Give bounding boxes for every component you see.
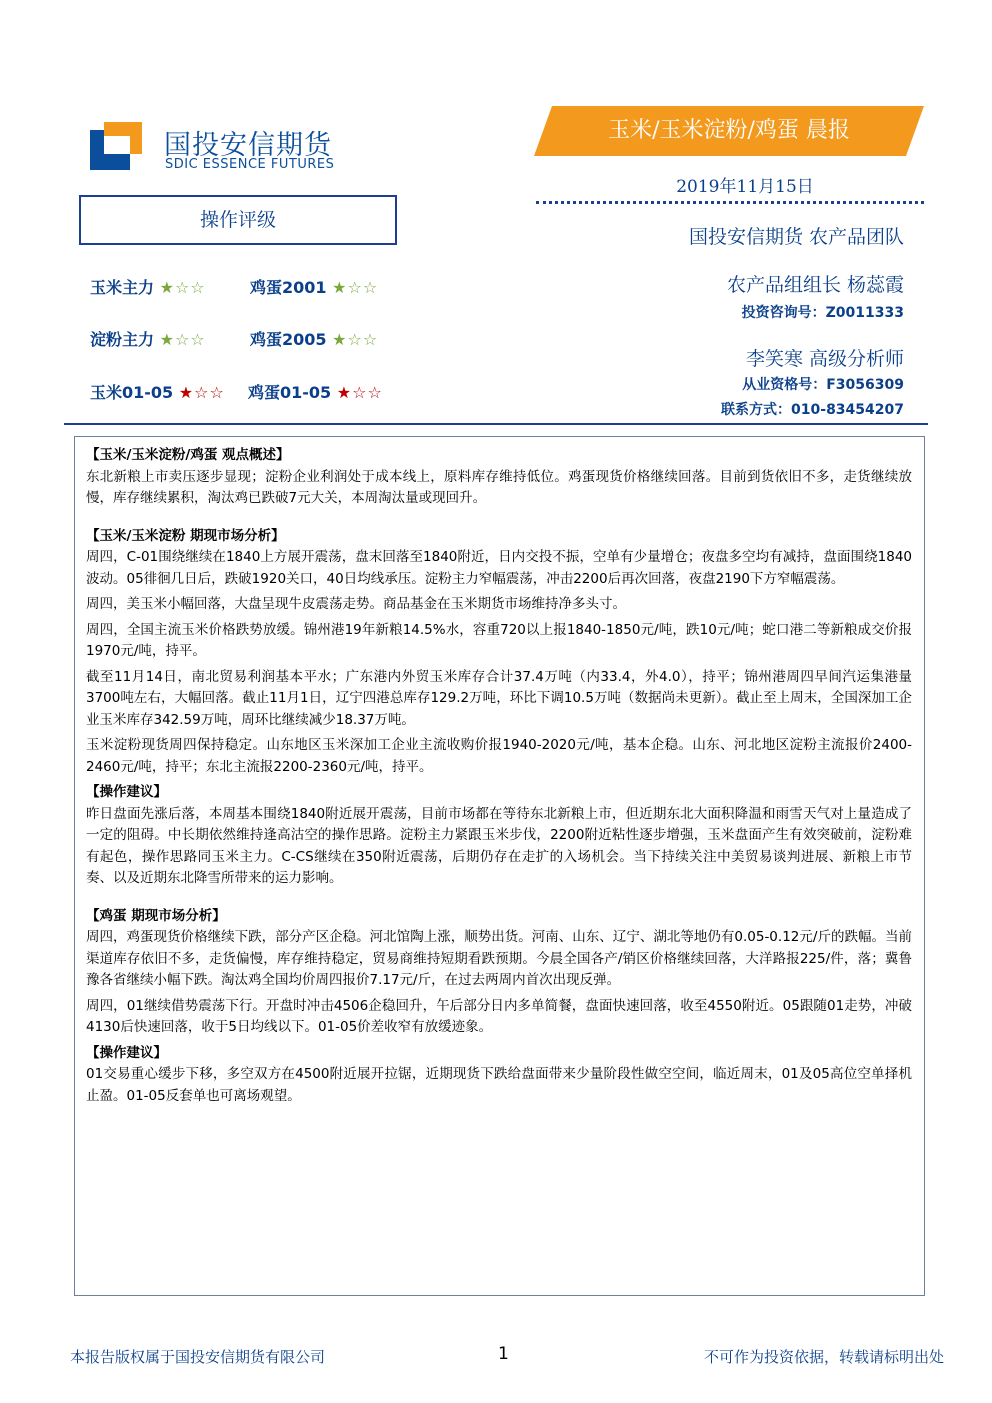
section-heading: 【鸡蛋 期现市场分析】 — [86, 907, 226, 924]
paragraph: 周四，C-01围绕继续在1840上方展开震荡，盘末回落至1840附近，日内交投不振，空单有少量增仓；夜盘多空均有减持，盘面围绕1840波动。05徘徊几日后，跌破1920关口，40日均线承压。淀粉主力窄幅震荡，冲击2200后再次回落，夜盘2190下方窄幅震荡。 — [86, 549, 912, 587]
star-rating-icon: ★☆☆ — [159, 278, 206, 297]
paragraph: 东北新粮上市卖压逐步显现；淀粉企业利润处于成本线上，原料库存维持低位。鸡蛋现货价格继续回落。目前到货依旧不多，走货继续放慢，库存继续累积，淘汰鸡已跌破7元大关，本周淘汰量或现回升。 — [86, 468, 912, 506]
rating-label: 鸡蛋2005 — [250, 330, 327, 349]
paragraph: 玉米淀粉现货周四保持稳定。山东地区玉米深加工企业主流收购价报1940-2020元/吨，基本企稳。山东、河北地区淀粉主流报价2400-2460元/吨，持平；东北主流报2200-2360元/吨，持平。 — [86, 737, 912, 775]
star-rating-icon: ★☆☆ — [336, 383, 383, 402]
rating-label: 玉米01-05 — [90, 383, 174, 402]
footer-copyright: 本报告版权属于国投安信期货有限公司 — [70, 1348, 326, 1366]
rating-item — [250, 275, 378, 298]
section-heading: 【玉米/玉米淀粉/鸡蛋 观点概述】 — [86, 447, 290, 463]
company-name-cn: 国投安信期货 — [164, 130, 332, 161]
star-rating-icon: ★☆☆ — [178, 383, 225, 402]
team-name: 国投安信期货 农产品团队 — [688, 226, 904, 248]
analyst-2-title: 李笑寒 高级分析师 — [745, 348, 904, 370]
rating-item — [90, 275, 206, 298]
rating-title: 操作评级 — [79, 195, 397, 245]
company-logo-icon — [90, 122, 142, 174]
paragraph: 周四，鸡蛋现货价格继续下跌，部分产区企稳。河北馆陶上涨，顺势出货。河南、山东、辽宁、湖北等地仍有0.05-0.12元/斤的跌幅。当前渠道库存依旧不多，走货偏慢，库存维持稳定，贸易商维持短期看跌预期。今晨全国各产/销区价格继续回落，大洋路报225/件，落；冀鲁豫各省继续小幅下跌。淘汰鸡全国均价周四报价7.17元/斤，在过去两周内首次出现反弹。 — [86, 929, 912, 988]
footer-disclaimer: 不可作为投资依据，转载请标明出处 — [703, 1348, 944, 1366]
paragraph: 01交易重心缓步下移，多空双方在4500附近展开拉锯，近期现货下跌给盘面带来少量阶段性做空空间，临近周末，01及05高位空单择机止盈。01-05反套单也可离场观望。 — [86, 1066, 912, 1104]
paragraph: 周四，美玉米小幅回落，大盘呈现牛皮震荡走势。商品基金在玉米期货市场维持净多头寸。 — [86, 596, 626, 612]
rating-label: 鸡蛋01-05 — [248, 383, 332, 402]
section-heading: 【操作建议】 — [86, 784, 167, 800]
star-rating-icon: ★☆☆ — [332, 278, 379, 297]
analyst-1-code: 投资咨询号：Z0011333 — [741, 305, 904, 321]
analyst-1-title: 农产品组组长 杨蕊霞 — [726, 274, 904, 296]
star-rating-icon: ★☆☆ — [159, 330, 206, 349]
company-name-en: SDIC ESSENCE FUTURES — [165, 157, 335, 172]
header-divider — [64, 423, 928, 425]
section-heading: 【玉米/玉米淀粉 期现市场分析】 — [86, 527, 285, 544]
section-heading: 【操作建议】 — [86, 1044, 167, 1061]
rating-label: 淀粉主力 — [90, 330, 155, 349]
rating-item — [90, 380, 225, 403]
page-number: 1 — [498, 1344, 509, 1364]
dotted-divider — [536, 201, 924, 204]
rating-item — [248, 380, 383, 403]
star-rating-icon: ★☆☆ — [332, 330, 379, 349]
paragraph: 周四，全国主流玉米价格跌势放缓。锦州港19年新粮14.5%水，容重720以上报1840-1850元/吨，跌10元/吨；蛇口港二等新粮成交价报1970元/吨，持平。 — [86, 621, 912, 659]
rating-label: 鸡蛋2001 — [250, 278, 327, 297]
rating-item — [250, 327, 378, 350]
analyst-2-code: 从业资格号：F3056309 — [742, 377, 904, 393]
paragraph: 周四，01继续借势震荡下行。开盘时冲击4506企稳回升，午后部分日内多单简餐，盘面快速回落，收至4550附近。05跟随01走势，冲破4130后快速回落，收于5日均线以下。01-05价差收窄有放缓迹象。 — [86, 997, 912, 1035]
paragraph: 昨日盘面先涨后落，本周基本围绕1840附近展开震荡，目前市场都在等待东北新粮上市，但近期东北大面积降温和雨雪天气对上量造成了一定的阻碍。中长期依然维持逢高沽空的操作思路。淀粉主力紧跟玉米步伐，2200附近粘性逐步增强，玉米盘面产生有效突破前，淀粉难有起色，操作思路同玉米主力。C-CS继续在350附近震荡，后期仍存在走扩的入场机会。当下持续关注中美贸易谈判进展、新粮上市节奏、以及近期东北降雪所带来的运力影响。 — [86, 805, 912, 886]
analyst-2-contact: 联系方式：010-83454207 — [721, 402, 904, 418]
report-body — [86, 445, 912, 1111]
report-date: 2019年11月15日 — [676, 177, 814, 197]
rating-label: 玉米主力 — [90, 278, 155, 297]
report-title: 玉米/玉米淀粉/鸡蛋 晨报 — [608, 118, 850, 143]
rating-item — [90, 327, 206, 350]
paragraph: 截至11月14日，南北贸易利润基本平水；广东港内外贸玉米库存合计37.4万吨（内33.4，外4.0），持平；锦州港周四早间汽运集港量3700吨左右，大幅回落。截止11月1日，辽宁四港总库存129.2万吨，环比下调10.5万吨（数据尚未更新）。截止至上周末，全国深加工企业玉米库存342.59万吨，周环比继续减少18.37万吨。 — [86, 668, 912, 728]
